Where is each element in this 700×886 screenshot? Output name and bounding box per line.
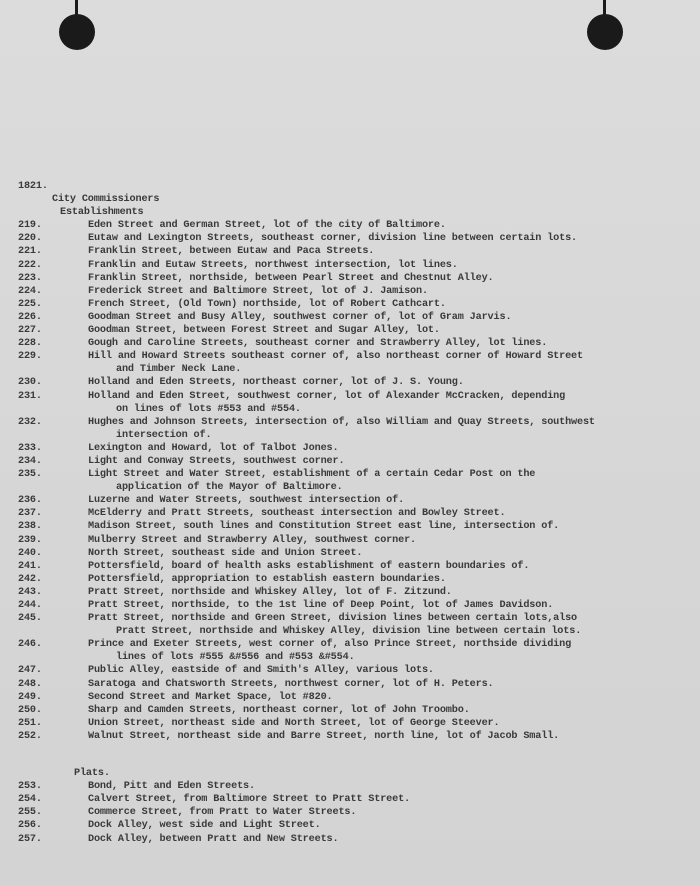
spacer	[18, 743, 688, 767]
item-text-line: Gough and Caroline Streets, southeast corner and Strawberry Alley, lot lines.	[88, 338, 548, 350]
list-item	[18, 638, 688, 664]
list-item	[18, 390, 688, 416]
item-text-line: Dock Alley, west side and Light Street.	[88, 820, 321, 832]
item-number: 222.	[18, 259, 42, 271]
item-text-continuation: application of the Mayor of Baltimore.	[116, 482, 343, 494]
list-item	[18, 259, 688, 272]
item-text	[88, 520, 688, 533]
item-text-line: Franklin and Eutaw Streets, northwest intersection, lot lines.	[88, 259, 458, 271]
list-item	[18, 730, 688, 743]
list-item	[18, 468, 688, 494]
item-number: 237.	[18, 508, 42, 520]
item-text	[88, 311, 688, 324]
list-item	[18, 573, 688, 586]
list-item	[18, 455, 688, 468]
item-number: 231.	[18, 390, 42, 402]
item-text-line: Light Street and Water Street, establishment of a certain Cedar Post on the	[88, 469, 536, 481]
item-text	[88, 547, 688, 560]
item-number: 233.	[18, 442, 42, 454]
item-number: 243.	[18, 586, 42, 598]
item-text	[88, 717, 688, 730]
punch-hole-left	[59, 14, 95, 50]
item-text-line: Sharp and Camden Streets, northeast corner, lot of John Troombo.	[88, 704, 470, 716]
item-number: 249.	[18, 691, 42, 703]
item-number: 255.	[18, 807, 42, 819]
item-text	[88, 678, 688, 691]
item-number: 242.	[18, 573, 42, 585]
item-number: 247.	[18, 665, 42, 677]
item-text-line: Dock Alley, between Pratt and New Streets.	[88, 833, 339, 845]
item-number: 252.	[18, 730, 42, 742]
item-text-line: Pratt Street, northside and Whiskey Alley, lot of F. Zitzund.	[88, 586, 452, 598]
item-text	[88, 704, 688, 717]
plats-list	[18, 780, 688, 845]
item-text	[88, 638, 688, 664]
item-text-line: Eutaw and Lexington Streets, southeast corner, division line between certain lots.	[88, 233, 578, 245]
item-text-line: Holland and Eden Street, southwest corner, lot of Alexander McCracken, depending	[88, 390, 566, 402]
section-heading: City Commissioners	[52, 194, 160, 206]
list-item	[18, 350, 688, 376]
list-item	[18, 560, 688, 573]
item-number: 257.	[18, 833, 42, 845]
item-number: 228.	[18, 338, 42, 350]
list-item	[18, 219, 688, 232]
item-text-line: Light and Conway Streets, southwest corner.	[88, 455, 345, 467]
list-item	[18, 717, 688, 730]
list-item	[18, 285, 688, 298]
item-text	[88, 691, 688, 704]
item-text	[88, 806, 688, 819]
item-text	[88, 232, 688, 245]
entries-list	[18, 219, 688, 743]
item-text	[88, 560, 688, 573]
item-text	[88, 612, 688, 638]
item-text	[88, 819, 688, 832]
list-item	[18, 586, 688, 599]
item-text	[88, 219, 688, 232]
item-text-line: Madison Street, south lines and Constitution Street east line, intersection of.	[88, 521, 560, 533]
item-text	[88, 780, 688, 793]
list-item	[18, 691, 688, 704]
list-item	[18, 272, 688, 285]
item-text-line: Hill and Howard Streets southeast corner of, also northeast corner of Howard Street	[88, 351, 583, 363]
item-text-line: Pottersfield, board of health asks establishment of eastern boundaries of.	[88, 560, 530, 572]
list-item	[18, 494, 688, 507]
item-text-line: McElderry and Pratt Streets, southeast intersection and Bowley Street.	[88, 508, 506, 520]
item-number: 248.	[18, 678, 42, 690]
item-text-line: Public Alley, eastside of and Smith's Alley, various lots.	[88, 665, 434, 677]
list-item	[18, 664, 688, 677]
list-item	[18, 780, 688, 793]
item-text-line: Luzerne and Water Streets, southwest intersection of.	[88, 495, 405, 507]
item-text	[88, 285, 688, 298]
item-number: 220.	[18, 233, 42, 245]
item-text-line: Lexington and Howard, lot of Talbot Jones.	[88, 442, 339, 454]
item-number: 246.	[18, 639, 42, 651]
item-text-continuation: and Timber Neck Lane.	[116, 364, 242, 376]
item-text-line: Mulberry Street and Strawberry Alley, southwest corner.	[88, 534, 416, 546]
list-item	[18, 678, 688, 691]
item-text	[88, 245, 688, 258]
item-text	[88, 455, 688, 468]
list-item	[18, 612, 688, 638]
item-number: 224.	[18, 285, 42, 297]
item-text-line: Pratt Street, northside, to the 1st line of Deep Point, lot of James Davidson.	[88, 600, 554, 611]
list-item	[18, 311, 688, 324]
list-item	[18, 819, 688, 832]
item-text	[88, 730, 688, 743]
item-number: 241.	[18, 560, 42, 572]
list-item	[18, 833, 688, 846]
item-text	[88, 376, 688, 389]
item-number: 221.	[18, 246, 42, 258]
item-number: 225.	[18, 298, 42, 310]
item-number: 232.	[18, 416, 42, 428]
item-text	[88, 272, 688, 285]
item-text	[88, 534, 688, 547]
list-item	[18, 534, 688, 547]
item-number: 245.	[18, 613, 42, 625]
item-text-line: Frederick Street and Baltimore Street, lot of J. Jamison.	[88, 285, 428, 297]
list-item	[18, 337, 688, 350]
item-text-line: Pratt Street, northside and Green Street, division lines between certain lots,also	[88, 613, 578, 625]
item-text	[88, 793, 688, 806]
item-text	[88, 599, 688, 612]
list-item	[18, 245, 688, 258]
item-text	[88, 586, 688, 599]
list-item	[18, 793, 688, 806]
item-text-line: Franklin Street, northside, between Pearl Street and Chestnut Alley.	[88, 272, 494, 284]
item-number: 244.	[18, 600, 42, 611]
item-number: 239.	[18, 534, 42, 546]
punch-hole-right	[587, 14, 623, 50]
item-number: 226.	[18, 311, 42, 323]
item-number: 219.	[18, 220, 42, 232]
list-item	[18, 232, 688, 245]
item-text	[88, 468, 688, 494]
list-item	[18, 507, 688, 520]
item-text	[88, 324, 688, 337]
item-number: 227.	[18, 325, 42, 337]
item-text-continuation: Pratt Street, northside and Whiskey Alley, division line between certain lots.	[116, 626, 582, 638]
list-item	[18, 547, 688, 560]
list-item	[18, 520, 688, 533]
item-text-line: Goodman Street, between Forest Street and Sugar Alley, lot.	[88, 325, 440, 337]
item-text	[88, 833, 688, 846]
item-text-line: North Street, southeast side and Union Street.	[88, 547, 363, 559]
item-text-line: French Street, (Old Town) northside, lot of Robert Cathcart.	[88, 298, 446, 310]
list-item	[18, 599, 688, 612]
item-number: 254.	[18, 794, 42, 806]
item-number: 240.	[18, 547, 42, 559]
item-text	[88, 259, 688, 272]
list-item	[18, 298, 688, 311]
list-item	[18, 806, 688, 819]
item-text-line: Calvert Street, from Baltimore Street to Pratt Street.	[88, 794, 411, 806]
plats-heading: Plats.	[74, 768, 110, 780]
item-text	[88, 507, 688, 520]
item-text	[88, 416, 688, 442]
item-text	[88, 573, 688, 586]
item-text	[88, 337, 688, 350]
item-number: 251.	[18, 717, 42, 729]
item-number: 238.	[18, 521, 42, 533]
item-text	[88, 390, 688, 416]
item-text	[88, 494, 688, 507]
item-number: 250.	[18, 704, 42, 716]
item-number: 234.	[18, 455, 42, 467]
item-text	[88, 298, 688, 311]
item-text-line: Eden Street and German Street, lot of the city of Baltimore.	[88, 220, 446, 232]
item-text-line: Franklin Street, between Eutaw and Paca Streets.	[88, 246, 375, 258]
document-body	[18, 180, 688, 846]
item-number: 256.	[18, 820, 42, 832]
item-text-line: Pottersfield, appropriation to establish eastern boundaries.	[88, 573, 446, 585]
list-item	[18, 704, 688, 717]
list-item	[18, 416, 688, 442]
item-text-line: Saratoga and Chatsworth Streets, northwest corner, lot of H. Peters.	[88, 678, 494, 690]
item-text	[88, 442, 688, 455]
item-text	[88, 350, 688, 376]
item-text-line: Commerce Street, from Pratt to Water Streets.	[88, 807, 357, 819]
list-item	[18, 442, 688, 455]
item-text-line: Union Street, northeast side and North Street, lot of George Steever.	[88, 717, 500, 729]
item-number: 236.	[18, 495, 42, 507]
item-text-line: Bond, Pitt and Eden Streets.	[88, 781, 255, 793]
item-number: 235.	[18, 469, 42, 481]
year-heading: 1821.	[18, 181, 48, 192]
item-text-line: Prince and Exeter Streets, west corner of, also Prince Street, northside dividing	[88, 639, 572, 651]
item-number: 223.	[18, 272, 42, 284]
subsection-heading: Establishments	[60, 207, 144, 219]
item-text-continuation: intersection of.	[116, 429, 212, 441]
item-text-line: Goodman Street and Busy Alley, southwest corner of, lot of Gram Jarvis.	[88, 311, 512, 323]
list-item	[18, 324, 688, 337]
item-text-continuation: on lines of lots #553 and #554.	[116, 403, 301, 415]
item-text-line: Holland and Eden Streets, northeast corner, lot of J. S. Young.	[88, 377, 464, 389]
item-text-continuation: lines of lots #555 &#556 and #553 &#554.	[116, 652, 355, 664]
item-number: 230.	[18, 377, 42, 389]
list-item	[18, 376, 688, 389]
item-text	[88, 664, 688, 677]
item-number: 253.	[18, 781, 42, 793]
item-text-line: Walnut Street, northeast side and Barre Street, north line, lot of Jacob Small.	[88, 730, 560, 742]
item-text-line: Second Street and Market Space, lot #820.	[88, 691, 333, 703]
item-number: 229.	[18, 351, 42, 363]
item-text-line: Hughes and Johnson Streets, intersection of, also William and Quay Streets, southwest	[88, 416, 595, 428]
